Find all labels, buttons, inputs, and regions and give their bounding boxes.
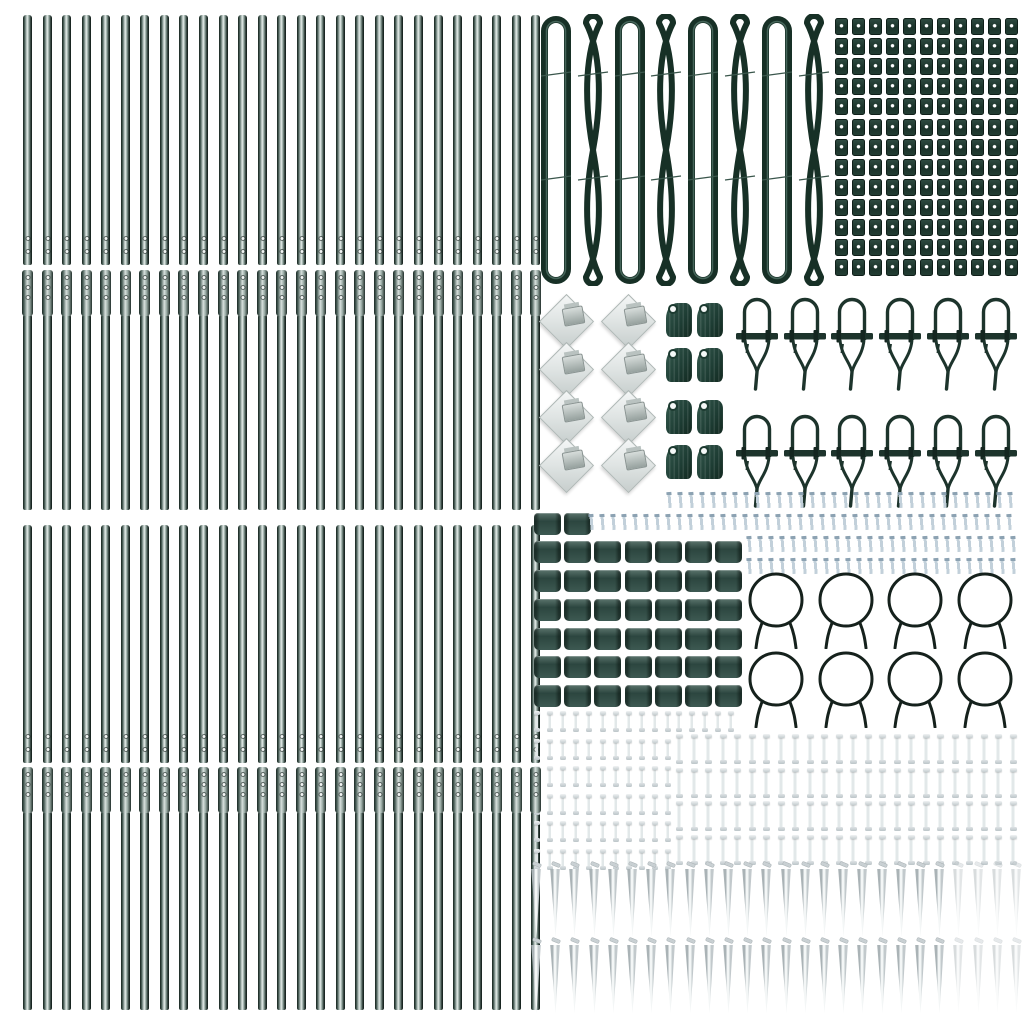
post-connector-sleeve [139,270,150,316]
ground-spike [531,862,541,938]
ground-spike [608,862,618,938]
post-hole [222,783,225,786]
post-hole [534,296,537,299]
post-hole [104,296,107,299]
post-hole [143,276,146,279]
ground-spike [992,938,1002,1014]
post-hole [515,276,518,279]
ground-spike [550,862,560,938]
post-hole [437,296,440,299]
post-hole [163,773,166,776]
post-connector-sleeve [413,767,424,813]
ground-spike [569,938,579,1014]
post-hole [300,773,303,776]
post-hole [495,296,498,299]
post-connector-sleeve [433,270,444,316]
post-connector-sleeve [276,270,287,316]
post-hole [163,783,166,786]
post-hole [378,773,381,776]
post-hole [104,783,107,786]
post-connector-sleeve [530,270,541,316]
post-hole [280,296,283,299]
post-connector-sleeve [178,270,189,316]
post-hole [46,296,49,299]
post-hole [124,296,127,299]
post-hole [456,773,459,776]
post-hole [85,286,88,289]
post-connector-sleeve [335,767,346,813]
post-hole [358,286,361,289]
post-hole [358,793,361,796]
post-hole [437,276,440,279]
post-connector-sleeve [433,767,444,813]
post-hole [202,783,205,786]
post-hole [456,286,459,289]
ground-spike [569,862,579,938]
post-hole [437,286,440,289]
post-hole [417,783,420,786]
ground-spike [646,938,656,1014]
ground-spike [800,862,810,938]
post-hole [378,783,381,786]
post-hole [85,773,88,776]
post-hole [417,276,420,279]
ground-spike [800,938,810,1014]
post-hole [182,296,185,299]
post-hole [143,296,146,299]
post-hole [104,793,107,796]
post-hole [417,793,420,796]
ground-spike [608,938,618,1014]
post-hole [339,773,342,776]
post-hole [397,276,400,279]
post-hole [476,286,479,289]
post-hole [476,793,479,796]
post-hole [300,793,303,796]
ground-spike [589,938,599,1014]
post-hole [476,296,479,299]
post-hole [202,276,205,279]
post-hole [163,276,166,279]
post-connector-sleeve [257,767,268,813]
post-hole [202,296,205,299]
post-connector-sleeve [491,767,502,813]
ground-spike [1011,938,1021,1014]
post-connector-sleeve [296,270,307,316]
post-hole [26,296,29,299]
post-hole [26,783,29,786]
post-connector-sleeve [276,767,287,813]
post-connector-sleeve [511,767,522,813]
ground-spike [761,938,771,1014]
post-connector-sleeve [218,767,229,813]
post-connector-sleeve [530,767,541,813]
post-hole [202,793,205,796]
post-hole [65,296,68,299]
post-connector-sleeve [472,270,483,316]
post-hole [65,783,68,786]
ground-spike [742,938,752,1014]
post-connector-sleeve [374,270,385,316]
post-hole [456,783,459,786]
post-hole [397,773,400,776]
post-connector-sleeve [159,270,170,316]
post-hole [515,773,518,776]
ground-spike [896,862,906,938]
post-hole [46,286,49,289]
post-hole [241,783,244,786]
post-hole [417,286,420,289]
post-hole [182,793,185,796]
post-connector-sleeve [42,270,53,316]
ground-spike [857,862,867,938]
ground-spike [589,862,599,938]
post-hole [241,276,244,279]
post-hole [495,793,498,796]
ground-spike [934,938,944,1014]
post-hole [358,783,361,786]
post-hole [339,793,342,796]
post-connector-sleeve [354,270,365,316]
post-hole [495,773,498,776]
post-connector-sleeve [491,270,502,316]
post-connector-sleeve [61,767,72,813]
post-hole [515,286,518,289]
post-hole [241,296,244,299]
post-hole [261,296,264,299]
post-hole [222,276,225,279]
ground-spike [685,938,695,1014]
post-hole [280,286,283,289]
post-hole [378,296,381,299]
post-hole [85,783,88,786]
post-connector-sleeve [354,767,365,813]
post-hole [202,286,205,289]
post-connector-sleeve [22,767,33,813]
post-hole [476,783,479,786]
post-hole [417,773,420,776]
post-hole [124,286,127,289]
post-hole [534,773,537,776]
post-hole [261,286,264,289]
post-connector-sleeve [120,767,131,813]
post-hole [143,783,146,786]
post-connector-sleeve [472,767,483,813]
ground-spike [531,938,541,1014]
post-hole [46,793,49,796]
post-hole [26,773,29,776]
post-connector-sleeve [198,270,209,316]
post-hole [26,276,29,279]
post-connector-sleeve [511,270,522,316]
post-connector-sleeve [139,767,150,813]
post-hole [515,296,518,299]
post-hole [515,783,518,786]
post-hole [143,793,146,796]
post-connector-sleeve [198,767,209,813]
post-connector-sleeve [81,270,92,316]
post-hole [163,793,166,796]
ground-spike [742,862,752,938]
post-hole [319,296,322,299]
post-hole [280,276,283,279]
post-hole [104,276,107,279]
ground-spike [992,862,1002,938]
ground-spike [685,862,695,938]
post-hole [261,276,264,279]
post-hole [437,793,440,796]
post-hole [534,286,537,289]
post-hole [378,286,381,289]
post-connector-sleeve [296,767,307,813]
post-connector-sleeve [413,270,424,316]
ground-spike [838,862,848,938]
ground-spike [953,862,963,938]
ground-spike [781,938,791,1014]
post-hole [124,276,127,279]
post-hole [378,793,381,796]
ground-spike [877,862,887,938]
post-hole [437,783,440,786]
post-hole [358,296,361,299]
post-hole [163,286,166,289]
post-hole [397,296,400,299]
ground-spike [550,938,560,1014]
post-hole [339,286,342,289]
post-hole [300,286,303,289]
post-hole [456,296,459,299]
post-hole [222,773,225,776]
post-hole [261,783,264,786]
post-hole [182,773,185,776]
post-hole [319,783,322,786]
post-hole [280,783,283,786]
post-hole [85,276,88,279]
post-connector-sleeve [100,270,111,316]
post-hole [143,773,146,776]
ground-spike [665,938,675,1014]
ground-spike [857,938,867,1014]
post-hole [202,773,205,776]
post-connector-sleeve [178,767,189,813]
post-connector-sleeve [393,767,404,813]
post-hole [476,276,479,279]
post-connector-sleeve [218,270,229,316]
post-hole [378,276,381,279]
post-connector-sleeve [335,270,346,316]
post-hole [358,773,361,776]
ground-spike [723,862,733,938]
ground-spike [704,862,714,938]
post-connector-sleeve [42,767,53,813]
post-hole [104,773,107,776]
post-hole [65,286,68,289]
post-hole [339,783,342,786]
post-connector-sleeve [374,767,385,813]
ground-spike [915,938,925,1014]
ground-spike [838,938,848,1014]
post-hole [222,793,225,796]
post-connector-sleeve [393,270,404,316]
ground-spike [877,938,887,1014]
ground-spike [973,938,983,1014]
post-hole [476,773,479,776]
post-hole [124,773,127,776]
post-hole [300,783,303,786]
post-hole [300,276,303,279]
ground-spike [646,862,656,938]
post-connector-sleeve [237,270,248,316]
post-hole [515,793,518,796]
post-hole [456,276,459,279]
post-hole [339,276,342,279]
ground-spike [819,938,829,1014]
post-hole [534,783,537,786]
post-connector-sleeve [315,767,326,813]
post-hole [319,773,322,776]
post-connector-sleeve [257,270,268,316]
post-hole [241,793,244,796]
post-hole [261,793,264,796]
ground-spike [973,862,983,938]
post-hole [456,793,459,796]
post-hole [319,276,322,279]
ground-spike [704,938,714,1014]
post-hole [300,296,303,299]
post-hole [124,793,127,796]
ground-spike [665,862,675,938]
post-hole [46,773,49,776]
post-hole [339,296,342,299]
post-hole [397,793,400,796]
post-hole [495,783,498,786]
post-hole [222,296,225,299]
post-hole [26,286,29,289]
post-connector-sleeve [315,270,326,316]
post-hole [163,296,166,299]
post-hole [437,773,440,776]
ground-spike [915,862,925,938]
post-connector-sleeve [100,767,111,813]
post-hole [104,286,107,289]
post-hole [495,276,498,279]
post-hole [182,286,185,289]
post-hole [534,793,537,796]
post-hole [319,286,322,289]
post-connector-sleeve [237,767,248,813]
ground-spike [781,862,791,938]
post-hole [65,276,68,279]
post-connector-sleeve [81,767,92,813]
ground-spike [761,862,771,938]
ground-spike [934,862,944,938]
post-hole [417,296,420,299]
ground-spike [1011,862,1021,938]
post-connector-sleeve [452,270,463,316]
post-hole [124,783,127,786]
ground-spike [723,938,733,1014]
post-hole [182,783,185,786]
post-hole [241,286,244,289]
ground-spike [953,938,963,1014]
post-hole [397,286,400,289]
post-hole [495,286,498,289]
post-hole [358,276,361,279]
post-hole [222,286,225,289]
post-connector-sleeve [61,270,72,316]
post-hole [319,793,322,796]
post-hole [280,773,283,776]
post-hole [143,286,146,289]
post-connector-sleeve [120,270,131,316]
post-hole [46,276,49,279]
post-hole [65,773,68,776]
post-hole [85,793,88,796]
ground-spike [819,862,829,938]
post-hole [241,773,244,776]
post-hole [261,773,264,776]
post-connector-sleeve [452,767,463,813]
post-hole [280,793,283,796]
post-hole [85,296,88,299]
post-hole [397,783,400,786]
post-hole [26,793,29,796]
ground-spike [896,938,906,1014]
ground-spike [627,862,637,938]
post-hole [182,276,185,279]
ground-spike [627,938,637,1014]
post-connector-sleeve [22,270,33,316]
post-hole [534,276,537,279]
post-hole [46,783,49,786]
post-hole [65,793,68,796]
post-connector-sleeve [159,767,170,813]
